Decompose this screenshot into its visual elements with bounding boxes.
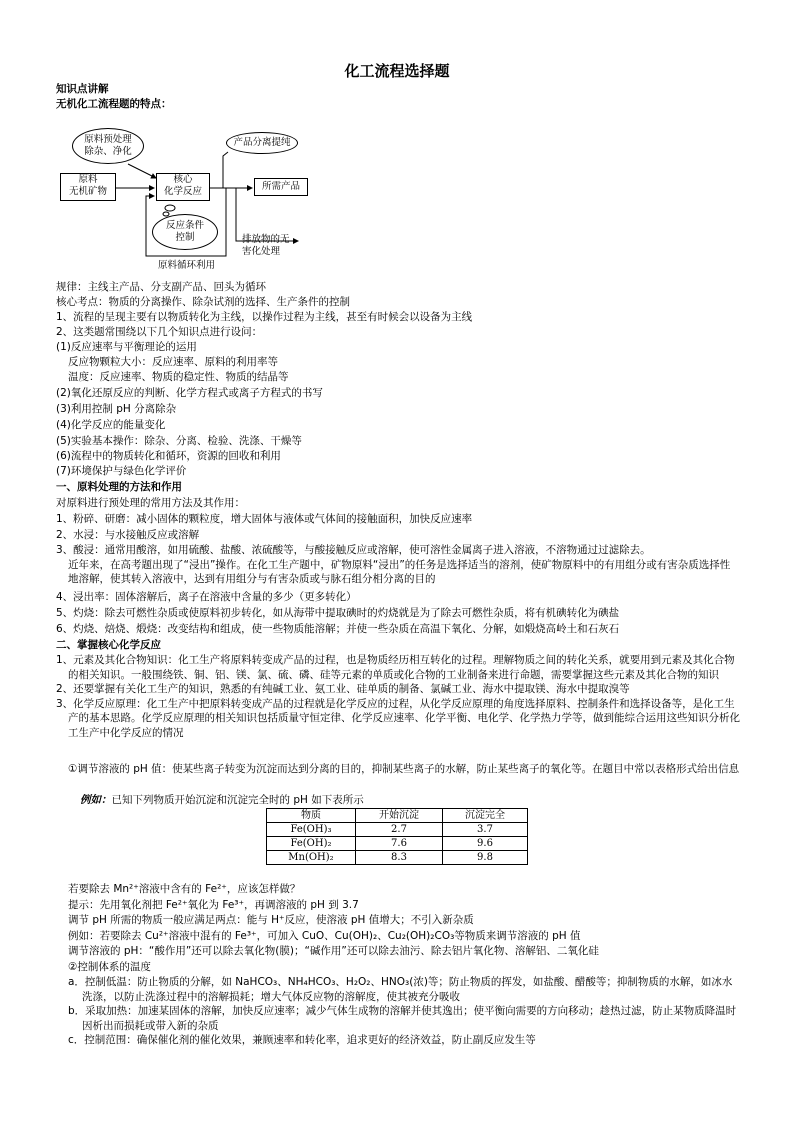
pretreatment-label: 原料预处理: [84, 134, 132, 145]
principle-text: 3、化学反应原理：化工生产中把原料转变成产品的过程就是化学反应的过程，从化学反应原理的角度选择原料、控制条件和选择设备等，是化工生产的基本思路。化学反应原理的相关知识包括质量守恒定律、化学反应速率、化学平衡、电化学、化学热力学等，做到能综合运用这些知识分析化工生产中化学反应的情况: [56, 697, 740, 739]
table-cell: 7.6: [356, 837, 443, 851]
text-line: 1、流程的呈现主要有以物质转化为主线，以操作过程为主线，甚至有时候会以设备为主线: [56, 311, 473, 323]
section-heading-knowledge: 知识点讲解: [56, 83, 109, 95]
temperature-paragraphs: [68, 975, 740, 1048]
table-header: 开始沉淀: [356, 809, 443, 823]
ph-table: [266, 808, 528, 865]
table-cell: 3.7: [443, 823, 528, 837]
separation-cloud: [226, 132, 298, 154]
conditions-label: 反应条件: [165, 220, 204, 231]
example-line: [80, 793, 746, 807]
text-line: 6、灼烧、焙烧、煅烧：改变结构和组成，使一些物质能溶解；并使一些杂质在高温下氧化、分解，如煅烧高岭土和石灰石: [56, 623, 620, 635]
table-cell: 8.3: [356, 851, 443, 865]
pretreatment-sub-label: 除杂、净化: [84, 146, 132, 157]
text-line: (7)环境保护与绿色化学评价: [56, 465, 187, 477]
range-text: c．控制范围：确保催化剂的催化效果，兼顾速率和转化率，追求更好的经济效益，防止副反应发生等: [68, 1034, 536, 1047]
text-line: 对原料进行预处理的常用方法及其作用：: [56, 497, 245, 509]
industry-text: 2、还要掌握有关化工生产的知识，熟悉的有纯碱工业、氨工业、硅单质的制备、氯碱工业、海水中提取镁、海水中提取溴等: [56, 683, 630, 696]
text-line: 调节溶液的 pH：“酸作用”还可以除去氧化物(膜)；“碱作用”还可以除去油污、除去铝片氧化物、溶解铝、二氧化硅: [68, 945, 599, 957]
text-line: 4、浸出率：固体溶解后，离子在溶液中含量的多少（更多转化）: [56, 591, 357, 603]
section-heading: 二、掌握核心化学反应: [56, 639, 161, 651]
text-line: 温度：反应速率、物质的稳定性、物质的结晶等: [68, 371, 289, 383]
raw-material-sub-label: 无机矿物: [68, 186, 107, 197]
table-cell: Fe(OH)₂: [267, 837, 356, 851]
ph-control-paragraph: [68, 762, 740, 777]
table-row: [267, 837, 528, 851]
core-sub-label: 化学反应: [163, 186, 202, 197]
text-line: 若要除去 Mn²⁺溶液中含有的 Fe²⁺，应该怎样做？: [68, 883, 301, 895]
text-line: 核心考点：物质的分离操作、除杂试剂的选择、生产条件的控制: [56, 296, 350, 308]
table-cell: 9.8: [443, 851, 528, 865]
table-row: [267, 851, 528, 865]
section-heading: 一、原料处理的方法和作用: [56, 481, 182, 493]
text-line: (2)氧化还原反应的判断、化学方程式或离子方程式的书写: [56, 387, 323, 399]
page-title: 化工流程选择题: [344, 62, 450, 80]
raw-material-box: [60, 173, 116, 201]
ph-control-text: 调节溶液的 pH 值：使某些离子转变为沉淀而达到分离的目的，抑制某些离子的水解，防止某些离子的氧化等。在题目中常以表格形式给出信息: [77, 763, 740, 775]
table-header: 沉淀完全: [443, 809, 528, 823]
acid-leach-text: 3、酸浸：通常用酸溶，如用硫酸、盐酸、浓硫酸等，与酸接触反应或溶解，使可溶性金属离子进入溶液，不溶物通过过滤除去。: [56, 544, 651, 556]
recycle-label: 原料循环利用: [158, 260, 216, 271]
table-cell: Fe(OH)₃: [267, 823, 356, 837]
item-number: ①: [68, 763, 78, 775]
section-heading-features: 无机化工流程题的特点：: [56, 98, 172, 110]
text-line: 1、粉碎、研磨：减小固体的颗粒度，增大固体与液体或气体间的接触面积，加快反应速率: [56, 513, 473, 525]
text-line: (5)实验基本操作：除杂、分离、检验、洗涤、干燥等: [56, 435, 302, 447]
text-line: 2、水浸：与水接触反应或溶解: [56, 529, 200, 541]
conditions-sub-label: 控制: [175, 232, 195, 243]
raw-material-label: 原料: [78, 174, 98, 185]
text-line: (6)流程中的物质转化和循环，资源的回收和利用: [56, 450, 281, 462]
product-box: [254, 178, 308, 196]
emission-label: [242, 234, 290, 258]
text-line: (1)反应速率与平衡理论的运用: [56, 341, 197, 353]
table-cell: 9.6: [443, 837, 528, 851]
core-label: 核心: [173, 174, 193, 185]
pretreatment-cloud: [72, 128, 144, 164]
table-cell: 2.7: [356, 823, 443, 837]
example-label: 例如：: [80, 794, 112, 806]
text-line: 提示：先用氧化剂把 Fe²⁺氧化为 Fe³⁺，再调溶液的 pH 到 3.7: [68, 899, 359, 911]
elements-text: 1、元素及其化合物知识：化工生产将原料转变成产品的过程，也是物质经历相互转化的过程。理解物质之间的转化关系，就要用到元素及其化合物的相关知识。一般围绕铁、铜、铝、镁、氯、硫、磷、硅等元素的单质或化合物的工业制备来进行命题，需要掌握这些元素及其化合物的知识: [56, 654, 735, 681]
text-line: ②控制体系的温度: [68, 961, 151, 973]
core-reaction-paragraphs: [56, 653, 740, 741]
text-line: (4)化学反应的能量变化: [56, 419, 166, 431]
text-line: 2、这类题常围绕以下几个知识点进行设问：: [56, 326, 263, 338]
emission-line2: 害化处理: [242, 246, 281, 257]
product-label: 所需产品: [261, 181, 300, 192]
leaching-text: 近年来，在高考题出现了“浸出”操作。在化工生产题中，矿物原料“浸出”的任务是选择适当的溶剂，使矿物原料中的有用组分或有害杂质选择性地溶解，使其转入溶液中，达到有用组分与有害杂质或与脉石组分相分离的目的: [68, 558, 731, 586]
table-row: [267, 823, 528, 837]
conditions-cloud: [152, 214, 218, 250]
separation-label: 产品分离提纯: [233, 137, 291, 148]
example-text: 已知下列物质开始沉淀和沉淀完全时的 pH 如下表所示: [111, 794, 364, 806]
emission-line1: 排放物的无: [242, 234, 290, 245]
heating-text: b．采取加热：加速某固体的溶解，加快反应速率；减少气体生成物的溶解并使其逸出；使平衡向需要的方向移动；趁热过滤，防止某物质降温时因析出而损耗或带入新的杂质: [68, 1005, 737, 1032]
low-temp-text: a．控制低温：防止物质的分解，如 NaHCO₃、NH₄HCO₃、H₂O₂、HNO₃(浓)等；防止物质的挥发，如盐酸、醋酸等；抑制物质的水解，如冰水洗涤，以防止洗涤过程中的溶解损耗；增大气体反应物的溶解度，使其被充分吸收: [68, 976, 733, 1003]
text-line: 反应物颗粒大小：反应速率、原料的利用率等: [68, 356, 278, 368]
text-line: 调节 pH 所需的物质一般应满足两点：能与 H⁺反应，使溶液 pH 值增大；不引入新杂质: [68, 914, 474, 926]
text-line: 规律：主线主产品、分支副产品、回头为循环: [56, 281, 266, 293]
text-line: 5、灼烧：除去可燃性杂质或使原料初步转化，如从海带中提取碘时的灼烧就是为了除去可燃性杂质，将有机碘转化为碘盐: [56, 607, 620, 619]
table-header: 物质: [267, 809, 356, 823]
text-line: 例如：若要除去 Cu²⁺溶液中混有的 Fe³⁺，可加入 CuO、Cu(OH)₂、Cu₂(OH)₂CO₃等物质来调节溶液的 pH 值: [68, 930, 581, 942]
table-cell: Mn(OH)₂: [267, 851, 356, 865]
table-header-row: [267, 809, 528, 823]
process-flow-diagram: [58, 126, 318, 276]
text-line: (3)利用控制 pH 分离除杂: [56, 403, 177, 415]
core-reaction-box: [156, 173, 210, 201]
acid-leach-paragraph: [56, 543, 740, 587]
